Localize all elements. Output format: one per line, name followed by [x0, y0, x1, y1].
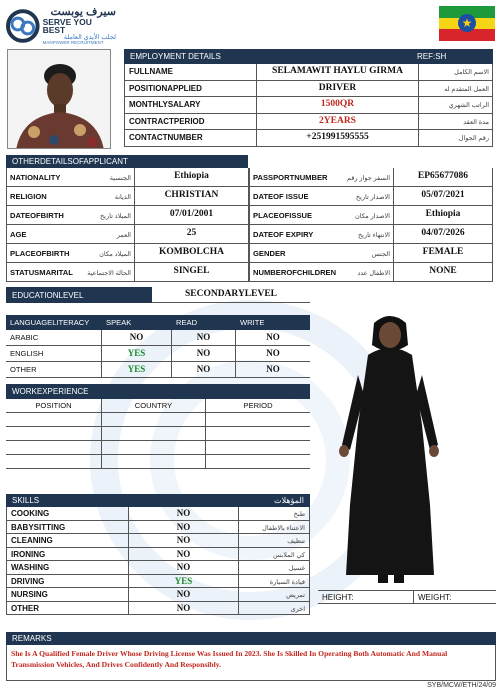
- language-col-header: LANGUAGELITERACY: [10, 318, 90, 327]
- other-detail-row: [6, 263, 249, 282]
- skills-table: [6, 494, 310, 615]
- work-empty-row: [6, 455, 310, 469]
- skill-row: [6, 602, 310, 616]
- language-read-cell: NO: [172, 362, 236, 377]
- other-details-header: [6, 155, 248, 168]
- skill-row: [6, 521, 310, 535]
- skill-label-ar: كي الملابس: [273, 551, 305, 559]
- employment-label: MONTHLYSALARY: [125, 97, 257, 113]
- language-col-header: WRITE: [240, 318, 265, 327]
- language-row: [6, 330, 310, 346]
- work-empty-row: [6, 413, 310, 427]
- skill-label-ar: غسيل: [288, 565, 305, 572]
- company-logo: [6, 6, 116, 46]
- employment-rows: [124, 64, 493, 147]
- work-empty-cell: [102, 427, 206, 440]
- other-detail-row: [249, 244, 493, 263]
- other-details-title: OTHERDETAILSOFAPPLICANT: [12, 157, 128, 166]
- work-empty-cell: [102, 413, 206, 426]
- employment-value: +251991595555: [257, 130, 419, 146]
- other-detail-label-ar: الجنسية: [71, 168, 135, 186]
- employment-value: SELAMAWIT HAYLU GIRMA: [257, 64, 419, 80]
- brand-name-en: SERVE YOU BEST: [42, 16, 92, 35]
- other-detail-value: CHRISTIAN: [164, 190, 219, 200]
- other-detail-label-ar: الميلاد تاريخ: [71, 206, 135, 224]
- employment-row: [124, 130, 493, 147]
- logo-mark-icon: [6, 9, 40, 43]
- skill-label: WASHING: [7, 561, 129, 574]
- language-table: [6, 315, 310, 378]
- skill-label: CLEANING: [7, 534, 129, 547]
- other-detail-label-ar: العمر: [71, 225, 135, 243]
- skills-title: SKILLS: [12, 496, 40, 505]
- work-empty-cell: [102, 441, 206, 454]
- employment-label-ar: الراتب الشهري: [448, 102, 489, 109]
- ethiopia-flag: [439, 6, 495, 41]
- language-write-cell: NO: [266, 332, 280, 342]
- education-value: SECONDARYLEVEL: [152, 287, 310, 303]
- work-empty-cell: [6, 413, 102, 426]
- work-empty-cell: [6, 455, 102, 468]
- measurements-row: [318, 590, 496, 604]
- applicant-headshot: [7, 49, 111, 149]
- employment-label-ar: مدة العقد: [463, 118, 489, 126]
- employment-row: [124, 64, 493, 81]
- work-empty-cell: [206, 427, 310, 440]
- other-detail-label-ar: الجنس: [332, 244, 394, 262]
- brand-tagline-en: MANPOWER RECRUITMENT: [42, 40, 104, 45]
- remarks-header: REMARKS: [6, 632, 496, 645]
- flag-emblem-icon: ★: [458, 14, 476, 32]
- skill-label-ar: اخرى: [290, 605, 305, 613]
- skill-row: [6, 548, 310, 562]
- employment-value: DRIVER: [257, 81, 419, 97]
- other-detail-label: STATUSMARITAL: [10, 268, 73, 277]
- other-detail-value: NONE: [429, 266, 457, 276]
- other-detail-row: [6, 206, 249, 225]
- skill-label: BABYSITTING: [7, 521, 129, 534]
- language-header: [6, 315, 310, 330]
- employment-row: [124, 114, 493, 131]
- work-col-header: COUNTRY: [102, 399, 206, 412]
- skill-label: COOKING: [7, 507, 129, 520]
- other-detail-value: 07/01/2001: [169, 209, 214, 219]
- footer-code: SYB/MCW/ETH/24/09: [427, 682, 496, 689]
- work-empty-cell: [206, 413, 310, 426]
- other-detail-value: 25: [186, 228, 197, 238]
- other-details-left: [6, 168, 249, 282]
- language-col-header: READ: [176, 318, 198, 327]
- other-detail-label-ar: الاصدار تاريخ: [332, 187, 394, 205]
- other-detail-value: KOMBOLCHA: [159, 247, 224, 257]
- brand-tagline-ar: لجلب الأيدي العاملة: [63, 33, 116, 41]
- work-columns: [6, 399, 310, 413]
- employment-label: CONTRACTPERIOD: [125, 114, 257, 130]
- other-detail-row: [6, 244, 249, 263]
- skill-label-ar: طبخ: [293, 511, 305, 518]
- other-detail-label-ar: الميلاد مكان: [71, 244, 135, 262]
- other-detail-label: PASSPORTNUMBER: [253, 173, 328, 182]
- work-empty-cell: [6, 441, 102, 454]
- other-detail-row: [249, 206, 493, 225]
- other-detail-row: [6, 225, 249, 244]
- language-read-cell: NO: [172, 346, 236, 361]
- other-detail-label: RELIGION: [10, 192, 47, 201]
- work-col-header: PERIOD: [243, 401, 273, 410]
- other-detail-row: [249, 225, 493, 244]
- skill-row: [6, 575, 310, 589]
- other-detail-value: Ethiopia: [174, 171, 209, 181]
- work-experience-header: WORKEXPERIENCE: [6, 384, 310, 399]
- skill-label-ar: الاعتناء بالاطفال: [262, 524, 305, 532]
- employment-label: CONTACTNUMBER: [125, 130, 257, 146]
- other-detail-row: [249, 187, 493, 206]
- applicant-fullbody-photo: [330, 305, 450, 590]
- brand-name-ar: سيرف يوبست: [50, 5, 116, 18]
- education-row: [6, 287, 310, 303]
- skill-value: NO: [129, 507, 239, 520]
- other-detail-label: DATEOF EXPIRY: [253, 230, 314, 239]
- language-speak-cell: YES: [102, 362, 172, 377]
- skills-header: [6, 494, 310, 507]
- other-detail-row: [249, 168, 493, 187]
- language-col-header: SPEAK: [106, 318, 132, 327]
- skill-row: [6, 507, 310, 521]
- skill-label: IRONING: [7, 548, 129, 561]
- work-empty-row: [6, 427, 310, 441]
- language-lang-cell: ENGLISH: [6, 346, 102, 361]
- employment-row: [124, 81, 493, 98]
- skill-value: NO: [129, 548, 239, 561]
- employment-label: POSITIONAPPLIED: [125, 81, 257, 97]
- other-detail-value: 05/07/2021: [421, 190, 465, 200]
- skill-row: [6, 561, 310, 575]
- work-col-header: POSITION: [6, 399, 102, 412]
- employment-title: EMPLOYMENT DETAILS: [130, 52, 221, 61]
- skill-label-ar: تمريض: [286, 592, 305, 599]
- weight-field: WEIGHT:: [418, 593, 452, 602]
- remarks-text: She Is A Qualified Female Driver Whose Driving License Was Issued In 2023. She Is Skilled In Operating Both Automatic And Manual Transmission Vehicles, And Drives Confidently And Responsibly.: [6, 645, 496, 681]
- height-field: HEIGHT:: [318, 591, 414, 603]
- work-experience-table: [6, 384, 310, 469]
- employment-label-ar: رقم الجوال: [458, 135, 489, 142]
- work-empty-cell: [6, 427, 102, 440]
- skill-label: OTHER: [7, 602, 129, 615]
- other-detail-label-ar: الانتهاء تاريخ: [332, 225, 394, 243]
- skill-label: DRIVING: [7, 575, 129, 588]
- skill-value: NO: [129, 534, 239, 547]
- language-write-cell: NO: [266, 348, 280, 358]
- other-detail-label: DATEOFBIRTH: [10, 211, 64, 220]
- skill-label-ar: تنظيف: [287, 538, 305, 545]
- other-detail-label: DATEOF ISSUE: [253, 192, 309, 201]
- employment-value: 1500QR: [257, 97, 419, 113]
- skill-label-ar: قيادة السيارة: [269, 578, 305, 586]
- employment-label-ar: العمل المتقدم له: [444, 85, 489, 93]
- other-detail-value: 04/07/2026: [421, 228, 465, 238]
- language-read-cell: NO: [172, 330, 236, 345]
- language-lang-cell: OTHER: [6, 362, 102, 377]
- language-speak-cell: NO: [102, 330, 172, 345]
- other-detail-label: GENDER: [253, 249, 286, 258]
- other-detail-label-ar: السفر جواز رقم: [332, 168, 394, 186]
- other-detail-row: [249, 263, 493, 282]
- other-detail-row: [6, 187, 249, 206]
- skill-value: NO: [129, 602, 239, 615]
- work-empty-row: [6, 441, 310, 455]
- skill-label: NURSING: [7, 588, 129, 601]
- skill-value: NO: [129, 521, 239, 534]
- other-detail-label-ar: الاصدار مكان: [332, 206, 394, 224]
- other-details-right: [249, 168, 493, 282]
- remarks-section: [6, 632, 496, 681]
- skill-row: [6, 588, 310, 602]
- other-detail-value: Ethiopia: [425, 209, 461, 219]
- other-detail-label-ar: الديانة: [71, 187, 135, 205]
- skill-row: [6, 534, 310, 548]
- work-empty-cell: [206, 455, 310, 468]
- education-label: EDUCATIONLEVEL: [6, 287, 152, 303]
- other-detail-value: FEMALE: [422, 247, 464, 257]
- language-row: [6, 362, 310, 378]
- employment-row: [124, 97, 493, 114]
- language-write-cell: NO: [266, 364, 280, 374]
- skill-value: YES: [129, 575, 239, 588]
- ref-code: REF:SH: [417, 52, 447, 61]
- employment-label: FULLNAME: [125, 64, 257, 80]
- other-detail-row: [6, 168, 249, 187]
- other-detail-label-ar: الحالة الاجتماعية: [71, 263, 135, 281]
- employment-value: 2YEARS: [257, 114, 419, 130]
- other-detail-label: NATIONALITY: [10, 173, 61, 182]
- work-empty-cell: [206, 441, 310, 454]
- skill-value: NO: [129, 588, 239, 601]
- other-detail-value: EP65677086: [417, 171, 469, 181]
- skill-value: NO: [129, 561, 239, 574]
- skills-title-ar: المؤهلات: [274, 496, 304, 505]
- language-speak-cell: YES: [102, 346, 172, 361]
- language-row: [6, 346, 310, 362]
- other-detail-label: PLACEOFBIRTH: [10, 249, 70, 258]
- other-detail-label: PLACEOFISSUE: [253, 211, 313, 220]
- other-detail-label: NUMBEROFCHILDREN: [253, 268, 337, 277]
- other-detail-value: SINGEL: [173, 266, 210, 276]
- other-detail-label-ar: الاطفال عدد: [332, 263, 394, 281]
- employment-label-ar: الاسم الكامل: [454, 69, 489, 76]
- work-empty-cell: [102, 455, 206, 468]
- other-detail-label: AGE: [10, 230, 27, 239]
- language-lang-cell: ARABIC: [6, 330, 102, 345]
- employment-details-header: [124, 49, 493, 64]
